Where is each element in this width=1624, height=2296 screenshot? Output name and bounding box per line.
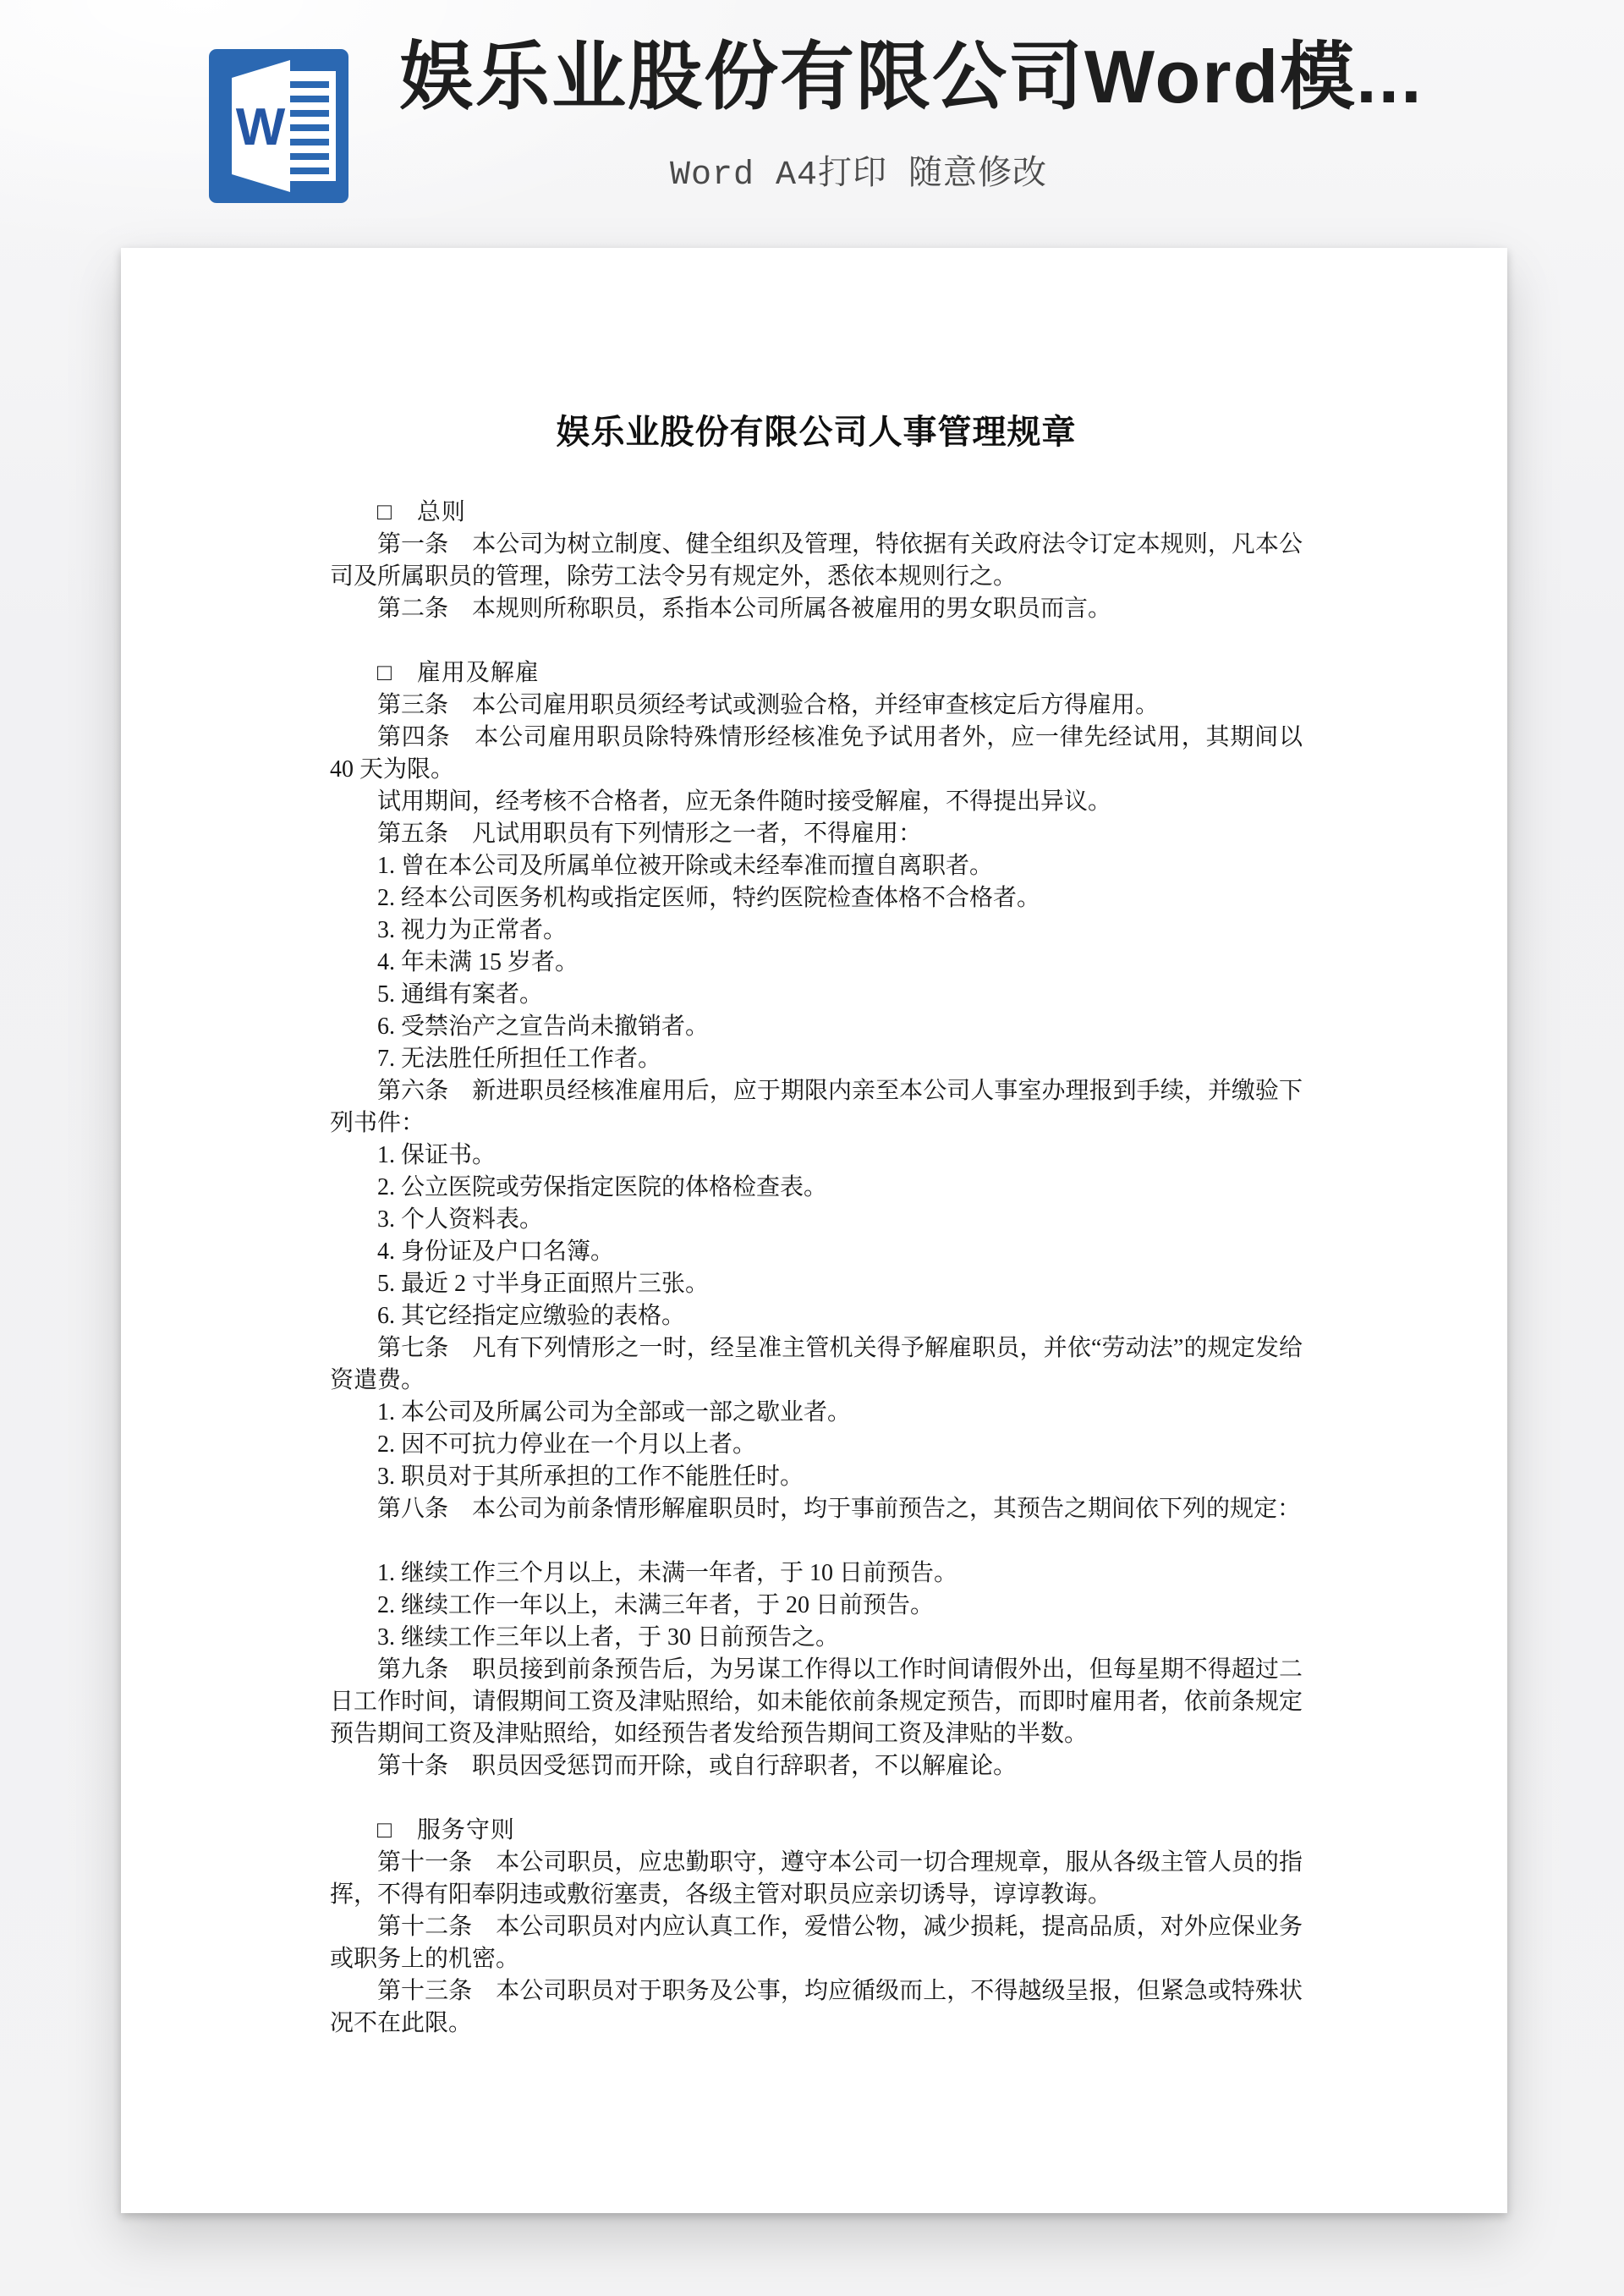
list-item: 2. 因不可抗力停业在一个月以上者。 [377, 1431, 757, 1458]
document-body [330, 497, 1303, 2040]
paragraph: 第七条 凡有下列情形之一时，经呈准主管机关得予解雇职员，并依“劳动法”的规定发给资遣费。 [330, 1335, 1303, 1393]
paragraph: 第一条 本公司为树立制度、健全组织及管理，特依据有关政府法令订定本规则，凡本公司及所属职员的管理，除劳工法令另有规定外，悉依本规则行之。 [330, 531, 1303, 590]
word-file-icon [209, 49, 348, 203]
list-item: 1. 继续工作三个月以上，未满一年者，于 10 日前预告。 [377, 1560, 958, 1586]
list-item: 5. 通缉有案者。 [377, 981, 544, 1008]
list-item: 2. 继续工作一年以上，未满三年者，于 20 日前预告。 [377, 1592, 935, 1618]
list-item: 3. 职员对于其所承担的工作不能胜任时。 [377, 1464, 804, 1490]
document-page [121, 248, 1507, 2213]
paragraph: 第十条 职员因受惩罚而开除，或自行辞职者，不以解雇论。 [377, 1753, 1018, 1779]
section-heading: □ 雇用及解雇 [377, 660, 540, 686]
list-item: 4. 身份证及户口名簿。 [377, 1239, 615, 1265]
paragraph: 第五条 凡试用职员有下列情形之一者，不得雇用： [377, 821, 923, 847]
paragraph: 第十三条 本公司职员对于职务及公事，均应循级而上，不得越级呈报，但紧急或特殊状况不在此限。 [330, 1978, 1303, 2036]
section-heading: □ 总则 [377, 499, 466, 525]
word-icon-letter: W [235, 98, 286, 157]
template-subtitle: Word A4打印 随意修改 [670, 157, 1048, 195]
paragraph: 第十二条 本公司职员对内应认真工作，爱惜公物，减少损耗，提高品质，对外应保业务或职务上的机密。 [330, 1914, 1303, 1972]
blank-line [330, 1525, 1303, 1557]
template-title: 娱乐业股份有限公司Word模... [399, 35, 1424, 118]
list-item: 3. 视力为正常者。 [377, 917, 568, 943]
list-item: 5. 最近 2 寸半身正面照片三张。 [377, 1271, 710, 1297]
paragraph: 第九条 职员接到前条预告后，为另谋工作得以工作时间请假外出，但每星期不得超过二日工作时间，请假期间工资及津贴照给，如未能依前条规定预告，而即时雇用者，依前条规定预告期间工资及津贴照给，如经预告者发给预告期间工资及津贴的半数。 [330, 1656, 1303, 1747]
list-item: 6. 其它经指定应缴验的表格。 [377, 1303, 686, 1329]
paragraph: 第六条 新进职员经核准雇用后，应于期限内亲至本公司人事室办理报到手续，并缴验下列书件： [330, 1078, 1303, 1136]
list-item: 1. 本公司及所属公司为全部或一部之歇业者。 [377, 1399, 852, 1425]
list-item: 3. 个人资料表。 [377, 1206, 544, 1233]
section-heading: □ 服务守则 [377, 1817, 515, 1843]
paragraph: 第三条 本公司雇用职员须经考试或测验合格，并经审查核定后方得雇用。 [377, 692, 1160, 718]
paragraph: 第四条 本公司雇用职员除特殊情形经核准免予试用者外，应一律先经试用，其期间以 40 天为限。 [330, 724, 1303, 783]
blank-line [330, 625, 1303, 657]
list-item: 2. 公立医院或劳保指定医院的体格检查表。 [377, 1174, 828, 1200]
list-item: 3. 继续工作三年以上者，于 30 日前预告之。 [377, 1624, 840, 1651]
blank-line [330, 1782, 1303, 1815]
paragraph: 试用期间，经考核不合格者，应无条件随时接受解雇，不得提出异议。 [377, 788, 1112, 815]
list-item: 1. 曾在本公司及所属单位被开除或未经奉准而擅自离职者。 [377, 853, 994, 879]
list-item: 2. 经本公司医务机构或指定医师，特约医院检查体格不合格者。 [377, 885, 1041, 911]
list-item: 7. 无法胜任所担任工作者。 [377, 1046, 662, 1072]
paragraph: 第八条 本公司为前条情形解雇职员时，均于事前预告之，其预告之期间依下列的规定： [377, 1496, 1302, 1522]
list-item: 4. 年未满 15 岁者。 [377, 949, 579, 975]
list-item: 6. 受禁治产之宣告尚未撤销者。 [377, 1013, 710, 1040]
document-title: 娱乐业股份有限公司人事管理规章 [556, 414, 1077, 451]
list-item: 1. 保证书。 [377, 1142, 497, 1168]
paragraph: 第二条 本规则所称职员，系指本公司所属各被雇用的男女职员而言。 [377, 596, 1112, 622]
paragraph: 第十一条 本公司职员，应忠勤职守，遵守本公司一切合理规章，服从各级主管人员的指挥，不得有阳奉阴违或敷衍塞责，各级主管对职员应亲切诱导，谆谆教诲。 [330, 1849, 1303, 1908]
template-header [0, 0, 1624, 248]
